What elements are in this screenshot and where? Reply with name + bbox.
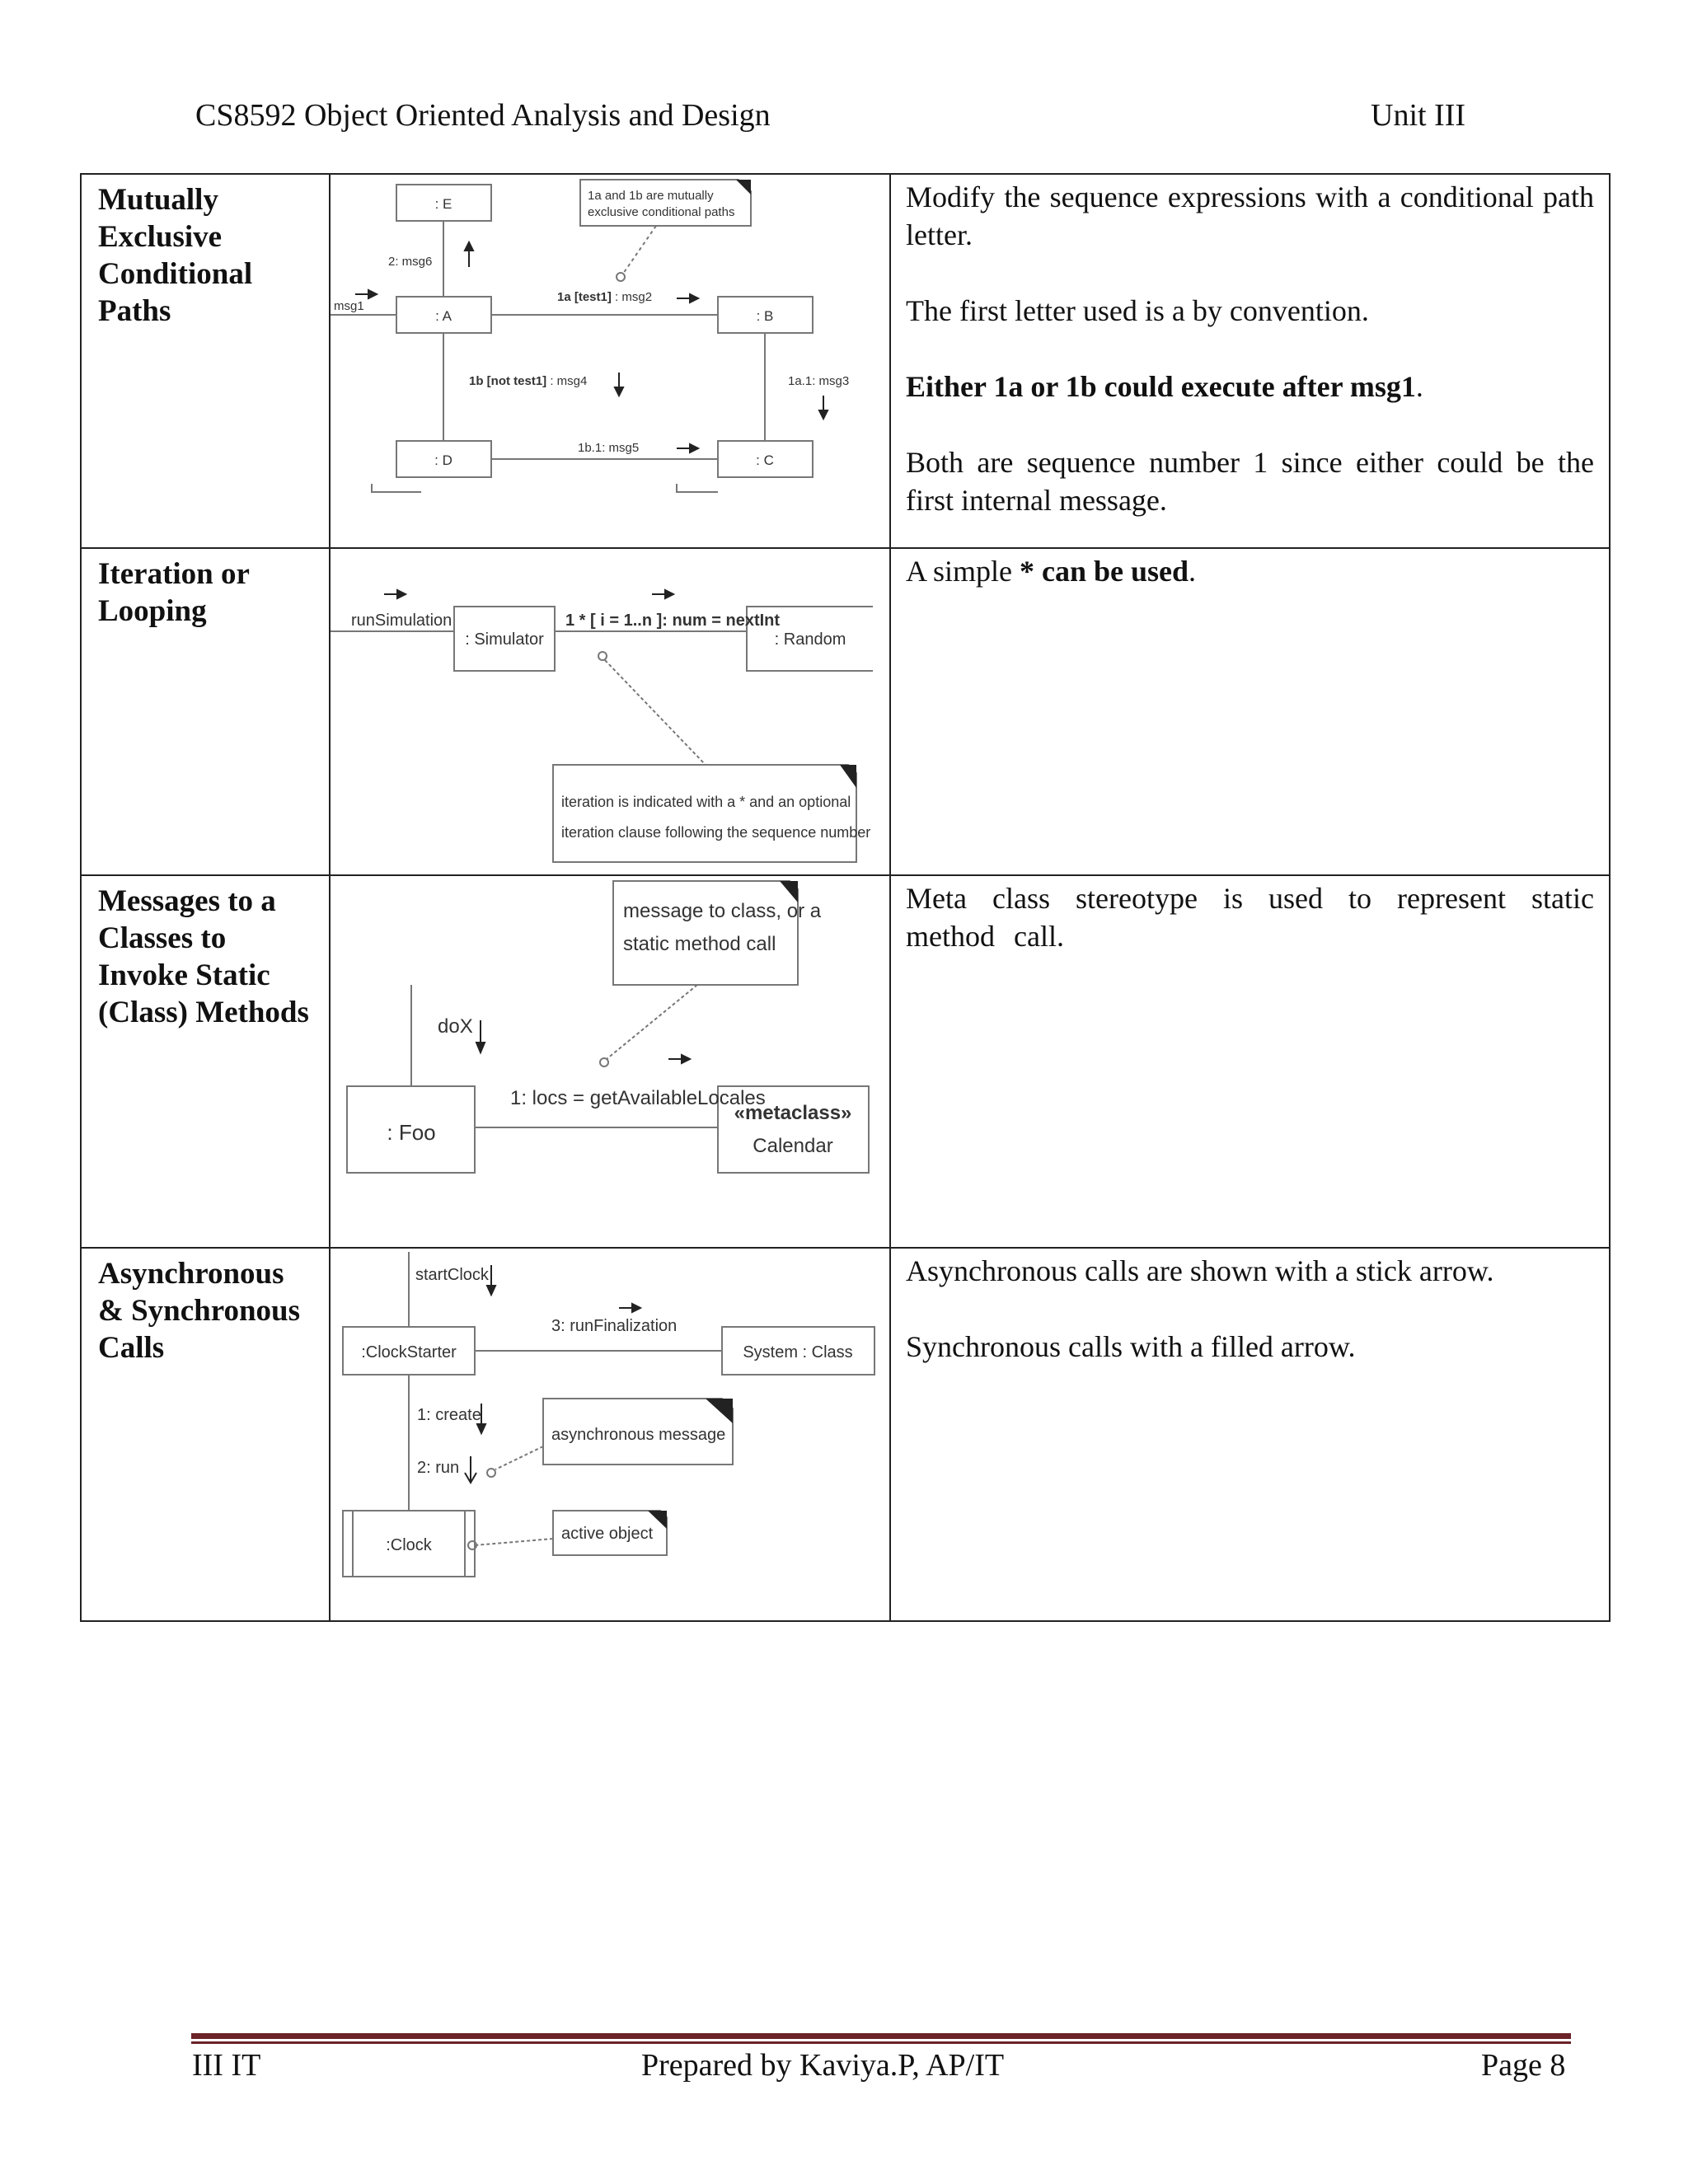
object-random-label: : Random — [774, 630, 846, 649]
static-method-diagram — [331, 876, 889, 1239]
description-paragraph: Asynchronous calls are shown with a stick arrow. — [906, 1254, 1494, 1287]
arrow-right-icon — [677, 444, 698, 452]
object-c-label: : C — [756, 452, 774, 468]
object-b-label: : B — [756, 308, 774, 324]
arrow-right-icon — [619, 1304, 640, 1312]
term-cell — [81, 548, 330, 875]
description-paragraph: Modify the sequence expressions with a conditional path letter. — [906, 180, 1594, 251]
term-label: Iteration or Looping — [98, 557, 250, 628]
message-create: 1: create — [417, 1406, 481, 1424]
note-line-1: iteration is indicated with a * and an optional — [561, 794, 851, 810]
object-simulator-label: : Simulator — [465, 630, 544, 649]
description-paragraph — [906, 368, 1594, 405]
arrow-down-icon — [476, 1020, 485, 1052]
conditional-paths-diagram — [331, 175, 889, 537]
description-cell — [890, 174, 1610, 548]
message-dox: doX — [438, 1015, 473, 1038]
iteration-diagram — [331, 549, 889, 870]
message-msg5: 1b.1: msg5 — [578, 441, 640, 455]
note-active-object: active object — [561, 1525, 654, 1543]
header-course-title: CS8592 Object Oriented Analysis and Design — [195, 98, 771, 133]
message-msg1: msg1 — [334, 299, 364, 313]
note-line-1: message to class, or a — [623, 900, 822, 922]
message-msg3: 1a.1: msg3 — [788, 374, 850, 388]
note-asynchronous-message: asynchronous message — [551, 1426, 726, 1444]
table-row — [81, 875, 1610, 1248]
arrow-right-icon — [384, 590, 406, 598]
arrow-right-icon — [677, 294, 698, 302]
plain-text: A simple — [906, 555, 1020, 588]
table-row — [81, 548, 1610, 875]
diagram-cell — [330, 548, 890, 875]
description-paragraph: The first letter used is a by convention. — [906, 294, 1369, 327]
term-label: Messages to a Classes to Invoke Static (Class) Methods — [98, 884, 309, 1029]
message-loop: 1 * [ i = 1..n ]: num = nextInt — [565, 612, 781, 630]
object-system-class-label: System : Class — [743, 1343, 853, 1361]
diagram-cell — [330, 875, 890, 1248]
note-fold-icon — [840, 765, 856, 788]
term-label: Asynchronous & Synchronous Calls — [98, 1257, 301, 1365]
arrow-up-icon — [465, 242, 473, 267]
punctuation: . — [1415, 370, 1423, 403]
table-row — [81, 174, 1610, 548]
description-paragraph: Both are sequence number 1 since either could be the first internal message. — [906, 446, 1594, 517]
term-cell — [81, 1248, 330, 1621]
note-line-2: iteration clause following the sequence number — [561, 824, 871, 841]
term-cell — [81, 875, 330, 1248]
footer-page-number: Page 8 — [1481, 2048, 1566, 2083]
table-row — [81, 1248, 1610, 1621]
description-paragraph — [906, 552, 1594, 590]
arrow-down-icon — [615, 373, 623, 396]
description-text — [891, 549, 1609, 590]
stick-arrow-down-icon — [465, 1456, 476, 1483]
footer-author: Prepared by Kaviya.P, AP/IT — [641, 2048, 1005, 2083]
note-line-2: static method call — [623, 933, 776, 955]
message-start-clock: startClock — [415, 1266, 489, 1284]
term-label: Mutually Exclusive Conditional Paths — [98, 183, 253, 328]
arrow-right-icon — [355, 290, 377, 298]
message-run-simulation: runSimulation — [351, 612, 452, 630]
message-run-finalization: 3: runFinalization — [551, 1317, 678, 1335]
class-calendar-label: Calendar — [753, 1135, 833, 1157]
message-msg4: 1b [not test1] : msg4 — [469, 374, 588, 388]
message-run: 2: run — [417, 1459, 460, 1477]
arrow-right-icon — [668, 1055, 690, 1063]
message-msg2: 1a [test1] : msg2 — [557, 290, 653, 304]
async-sync-diagram — [331, 1249, 889, 1611]
diagram-cell — [330, 174, 890, 548]
arrow-down-icon — [819, 396, 828, 419]
note-fold-icon — [736, 180, 751, 194]
object-d-label: : D — [434, 452, 452, 468]
footer-divider — [191, 2033, 1571, 2039]
object-clockstarter-label: :ClockStarter — [361, 1343, 457, 1361]
notation-table — [80, 173, 1611, 1622]
arrow-right-icon — [652, 590, 673, 598]
term-cell — [81, 174, 330, 548]
object-e-label: : E — [434, 196, 452, 212]
diagram-cell — [330, 1248, 890, 1621]
description-text — [891, 175, 1609, 519]
footer-divider — [191, 2041, 1571, 2044]
note-box — [553, 765, 856, 862]
description-cell — [890, 548, 1610, 875]
note-line-1: 1a and 1b are mutually — [588, 189, 714, 203]
description-text — [891, 1249, 1609, 1366]
message-msg6: 2: msg6 — [388, 255, 433, 269]
metaclass-stereotype: «metaclass» — [734, 1102, 852, 1124]
header-unit: Unit III — [1371, 98, 1466, 133]
description-text — [891, 876, 1609, 955]
description-cell — [890, 875, 1610, 1248]
object-clock-label: :Clock — [386, 1536, 432, 1554]
bold-text: Either 1a or 1b could execute after msg1 — [906, 370, 1416, 403]
description-paragraph: Meta class stereotype is used to represent static method call. — [906, 882, 1594, 953]
description-cell — [890, 1248, 1610, 1621]
footer-class: III IT — [192, 2048, 261, 2083]
object-a-label: : A — [435, 308, 452, 324]
bold-text: * can be used — [1020, 555, 1189, 588]
message-get-available-locales: 1: locs = getAvailableLocales — [510, 1087, 766, 1109]
object-foo-label: : Foo — [387, 1120, 436, 1145]
description-paragraph: Synchronous calls with a filled arrow. — [906, 1330, 1356, 1363]
punctuation: . — [1189, 555, 1197, 588]
note-line-2: exclusive conditional paths — [588, 205, 735, 219]
note-fold-icon — [706, 1399, 733, 1423]
